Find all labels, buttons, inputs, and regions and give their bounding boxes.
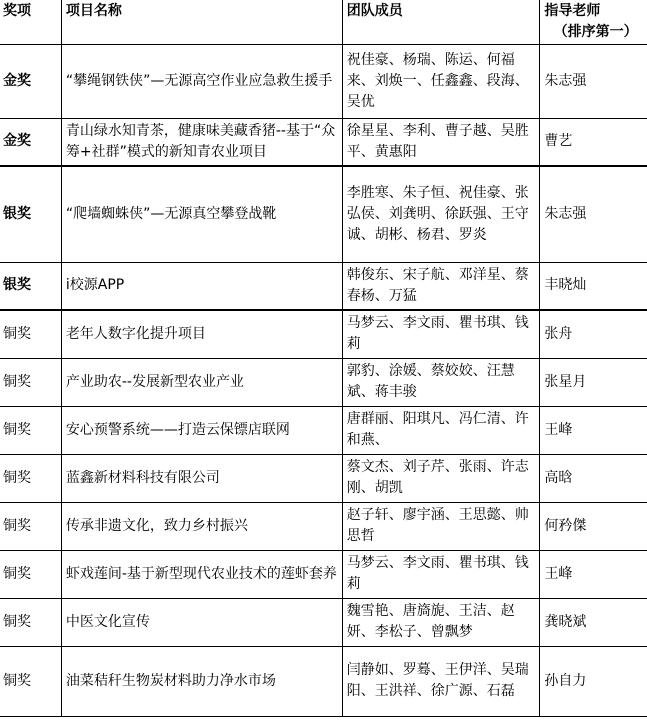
advisor-cell: 王峰 xyxy=(540,550,647,598)
header-project: 项目名称 xyxy=(61,0,342,44)
team-cell: 韩俊东、宋子航、邓洋星、蔡春杨、万猛 xyxy=(342,262,540,310)
advisor-cell: 龚晓斌 xyxy=(540,598,647,646)
advisor-cell: 高晗 xyxy=(540,454,647,502)
table-row xyxy=(0,358,647,406)
project-cell: 安心预警系统——打造云保镖店联网 xyxy=(61,406,342,454)
award-cell: 铜奖 xyxy=(0,550,61,598)
table-row xyxy=(0,598,647,646)
advisor-cell: 丰晓灿 xyxy=(540,262,647,310)
award-cell: 金奖 xyxy=(0,118,61,166)
table-row xyxy=(0,310,647,358)
project-cell: i校源APP xyxy=(61,262,342,310)
header-advisor-label: 指导老师 xyxy=(544,3,601,19)
advisor-cell: 孙自力 xyxy=(540,646,647,716)
header-award: 奖项 xyxy=(0,0,61,44)
team-cell: 徐星星、李利、曹子越、吴胜平、黄惠阳 xyxy=(342,118,540,166)
project-cell: “攀绳钢铁侠”—无源高空作业应急救生援手 xyxy=(61,44,342,118)
team-cell: 祝佳豪、杨瑞、陈运、何福来、刘焕一、任鑫鑫、段海、吴优 xyxy=(342,44,540,118)
advisor-cell: 朱志强 xyxy=(540,166,647,262)
table-row xyxy=(0,118,647,166)
team-cell: 赵子轩、廖宇涵、王思懿、帅思哲 xyxy=(342,502,540,550)
team-cell: 魏雪艳、唐旖旎、王洁、赵妍、李松子、曾飘梦 xyxy=(342,598,540,646)
table-header-row xyxy=(0,0,647,44)
table-row xyxy=(0,166,647,262)
project-cell: 青山绿水知青茶，健康味美藏香猪--基于“众筹+社群”模式的新知青农业项目 xyxy=(61,118,342,166)
project-cell: 产业助农--发展新型农业产业 xyxy=(61,358,342,406)
team-cell: 马梦云、李文雨、瞿书琪、钱莉 xyxy=(342,550,540,598)
team-cell: 马梦云、李文雨、瞿书琪、钱莉 xyxy=(342,310,540,358)
advisor-cell: 曹艺 xyxy=(540,118,647,166)
award-cell: 铜奖 xyxy=(0,310,61,358)
advisor-cell: 张星月 xyxy=(540,358,647,406)
advisor-cell: 张舟 xyxy=(540,310,647,358)
project-cell: 虾戏莲间-基于新型现代农业技术的莲虾套养 xyxy=(61,550,342,598)
project-cell: 蓝鑫新材料科技有限公司 xyxy=(61,454,342,502)
table-row xyxy=(0,646,647,716)
award-cell: 金奖 xyxy=(0,44,61,118)
award-cell: 银奖 xyxy=(0,262,61,310)
team-cell: 蔡文杰、刘子芹、张雨、许志刚、胡凯 xyxy=(342,454,540,502)
team-cell: 李胜寒、朱子恒、祝佳豪、张弘侯、刘龚明、徐跃强、王守诚、胡彬、杨君、罗炎 xyxy=(342,166,540,262)
project-cell: 传承非遗文化，致力乡村振兴 xyxy=(61,502,342,550)
project-cell: 老年人数字化提升项目 xyxy=(61,310,342,358)
table-row xyxy=(0,262,647,310)
advisor-cell: 王峰 xyxy=(540,406,647,454)
award-cell: 银奖 xyxy=(0,166,61,262)
project-cell: 中医文化宣传 xyxy=(61,598,342,646)
header-team: 团队成员 xyxy=(342,0,540,44)
team-cell: 唐群丽、阳琪凡、冯仁清、许和燕、 xyxy=(342,406,540,454)
table-row xyxy=(0,406,647,454)
project-cell: “爬墙蜘蛛侠”—无源真空攀登战靴 xyxy=(61,166,342,262)
table-row xyxy=(0,44,647,118)
team-cell: 郭豹、涂媛、蔡姣姣、汪慧斌、蒋丰骏 xyxy=(342,358,540,406)
team-cell: 闫静如、罗蓦、王伊洋、吴瑞阳、王洪祥、徐广源、石磊 xyxy=(342,646,540,716)
award-cell: 铜奖 xyxy=(0,646,61,716)
table-row xyxy=(0,502,647,550)
project-cell: 油菜秸秆生物炭材料助力净水市场 xyxy=(61,646,342,716)
award-cell: 铜奖 xyxy=(0,598,61,646)
header-advisor xyxy=(540,0,647,44)
table-row xyxy=(0,454,647,502)
advisor-cell: 何矜傑 xyxy=(540,502,647,550)
award-cell: 铜奖 xyxy=(0,358,61,406)
header-advisor-note: （排序第一） xyxy=(553,24,638,40)
award-cell: 铜奖 xyxy=(0,502,61,550)
advisor-cell: 朱志强 xyxy=(540,44,647,118)
award-cell: 铜奖 xyxy=(0,406,61,454)
table-row xyxy=(0,550,647,598)
award-cell: 铜奖 xyxy=(0,454,61,502)
